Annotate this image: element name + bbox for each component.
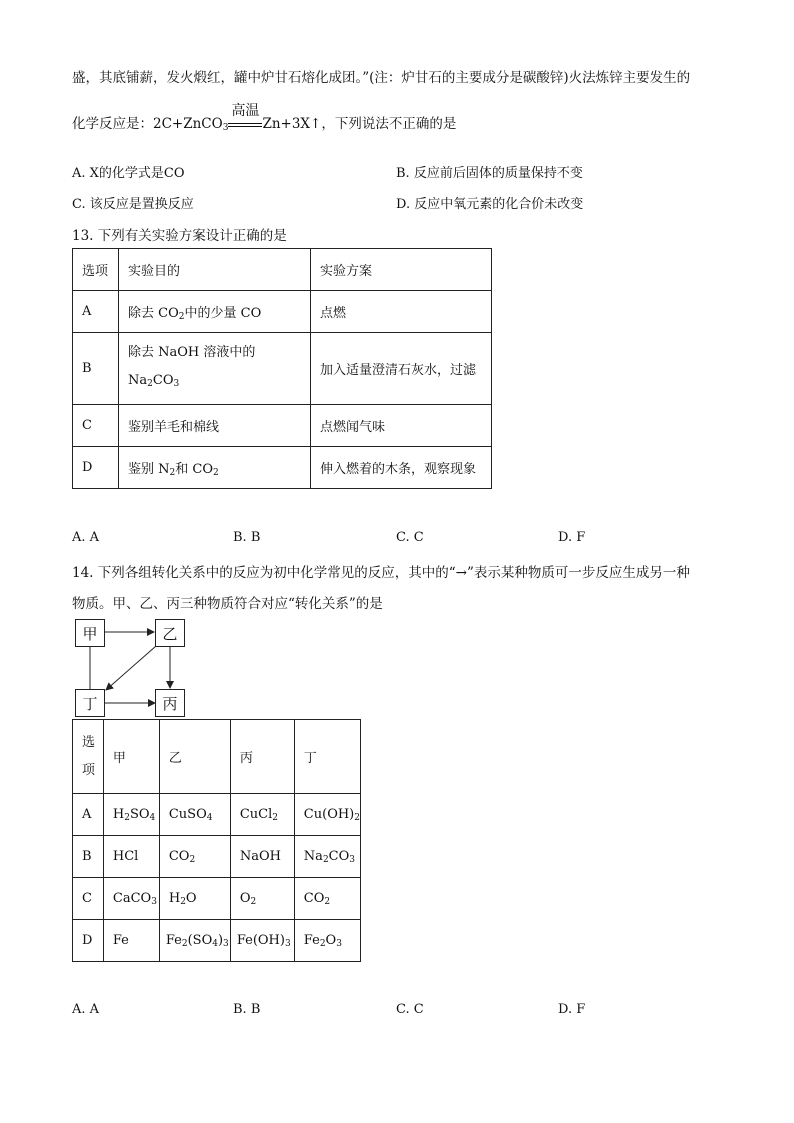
condition-label: 高温 [231,102,260,119]
subscript: 3 [336,938,342,949]
formula-text: Fe [165,932,182,948]
text: 中的少量 CO [184,305,262,321]
formula-text: CO [328,848,350,864]
q14-stem-line-2: 物质。甲、乙、丙三种物质符合对应“转化关系”的是 [72,596,383,612]
formula-cell [230,836,294,878]
header-cell: 乙 [159,720,230,794]
formula-text: H [112,806,125,822]
q14-answer-a: A. A [72,1002,100,1017]
subscript: 2 [169,467,176,478]
node-jia: 甲 [75,619,105,647]
subscript: 3 [173,379,180,389]
subscript: 2 [124,812,130,823]
header-cell: 实验方案 [311,249,492,291]
q14-answer-c: C. C [396,1002,424,1017]
subscript: 4 [212,938,218,949]
subscript: 3 [349,854,356,865]
subscript: 2 [189,854,196,865]
option-cell: C [73,405,119,447]
formula-text: ) [217,932,224,948]
table-header-row [73,720,361,794]
q13-answer-c: C. C [396,530,424,545]
q14-stem-line-1: 14. 下列各组转化关系中的反应为初中化学常见的反应，其中的“→”表示某种物质可一步反应生成另一种 [72,565,690,581]
text: 除去 NaOH 溶液中的 [128,345,256,360]
subscript: 2 [319,938,326,949]
q13-stem: 13. 下列有关实验方案设计正确的是 [72,228,287,244]
formula-text: CuSO [168,806,207,822]
node-bing: 丙 [155,689,185,717]
option-cell: D [73,447,119,489]
subscript: 2 [250,896,257,907]
subscript: 2 [178,311,185,322]
intro-line-1: 盛，其底铺薪，发火煅红，罐中炉甘石熔化成团。”(注：炉甘石的主要成分是碳酸锌)火法炼锌主要发生的 [72,70,691,86]
text: 项 [82,762,96,778]
table-row [73,836,361,878]
formula-text: HCl [112,849,139,864]
formula-cell [159,836,230,878]
formula-text: Na [303,848,323,864]
text: Na [128,373,148,388]
subscript: 2 [272,812,278,823]
formula-cell [103,836,159,878]
subscript: 2 [322,854,329,865]
table-row [73,794,361,836]
header-cell: 甲 [103,720,159,794]
text: CO [152,373,174,388]
formula-cell [159,920,230,962]
equation-suffix: Zn+3X↑，下列说法不正确的是 [262,116,457,132]
table-row [73,878,361,920]
formula-cell [103,878,159,920]
subscript: 2 [180,896,186,907]
header-cell: 选项 [73,249,119,291]
plan-cell: 加入适量澄清石灰水，过滤 [311,333,492,405]
node-ding: 丁 [75,689,105,717]
q12-option-c: C. 该反应是置换反应 [72,197,194,212]
option-cell: A [73,794,104,836]
subscript: 2 [213,467,219,478]
q14-table [72,719,361,962]
subscript: 3 [223,938,229,949]
formula-cell [294,836,360,878]
equation-sub: 3 [222,123,229,133]
subscript: 4 [149,812,156,823]
formula-text: Fe(OH) [236,932,285,948]
formula-text: O [239,890,251,906]
formula-text: CuCl [239,806,273,822]
subscript: 3 [284,938,291,949]
header-cell: 丙 [230,720,294,794]
subscript: 2 [324,896,331,907]
formula-cell [159,878,230,920]
formula-text: (SO [187,932,213,948]
formula-text: Fe [112,933,129,948]
formula-text: CO [168,848,190,864]
q12-option-b: B. 反应前后固体的质量保持不变 [396,166,583,181]
node-yi: 乙 [155,619,185,647]
q13-answer-d: D. F [558,530,586,545]
header-cell: 丁 [294,720,360,794]
subscript: 3 [151,896,157,907]
formula-text: CaCO [112,890,152,906]
option-cell: C [73,878,104,920]
q14-answer-d: D. F [558,1002,586,1017]
q13-answer-a: A. A [72,530,100,545]
equation-prefix: 化学反应是：2C+ZnCO [72,116,223,132]
formula-cell [230,920,294,962]
formula-cell [159,794,230,836]
text: 选 [82,734,96,750]
formula-text: SO [129,806,150,822]
plan-cell: 点燃闻气味 [311,405,492,447]
text: 除去 CO [128,305,179,321]
q12-option-a: A. X的化学式是CO [72,166,185,181]
text: 鉴别 N [128,461,170,477]
formula-text: NaOH [239,849,281,864]
formula-text: CO [303,890,325,906]
option-cell: B [73,333,119,405]
formula-text: Cu(OH) [303,806,355,822]
formula-cell [294,920,360,962]
q12-option-d: D. 反应中氧元素的化合价未改变 [396,197,584,212]
formula-cell [103,920,159,962]
purpose-cell: 鉴别羊毛和棉线 [119,405,311,447]
formula-text: O [325,932,337,948]
formula-cell [294,794,360,836]
header-cell: 实验目的 [119,249,311,291]
formula-text: H [168,890,181,906]
plan-cell: 点燃 [311,291,492,333]
formula-cell [230,794,294,836]
q13-answer-b: B. B [233,530,261,545]
formula-text: O [185,890,197,906]
option-cell: A [73,291,119,333]
subscript: 4 [206,812,213,823]
formula-cell [103,794,159,836]
subscript: 2 [147,379,153,389]
subscript: 2 [181,938,188,949]
plan-cell: 伸入燃着的木条，观察现象 [311,447,492,489]
subscript: 2 [354,812,360,823]
header-cell [73,720,104,794]
arrow-yi-to-ding [106,646,156,690]
table-row [73,920,361,962]
formula-text: Fe [303,932,320,948]
text: 和 CO [175,461,213,477]
option-cell: D [73,920,104,962]
q14-answer-b: B. B [233,1002,261,1017]
option-cell: B [73,836,104,878]
formula-cell [230,878,294,920]
formula-cell [294,878,360,920]
